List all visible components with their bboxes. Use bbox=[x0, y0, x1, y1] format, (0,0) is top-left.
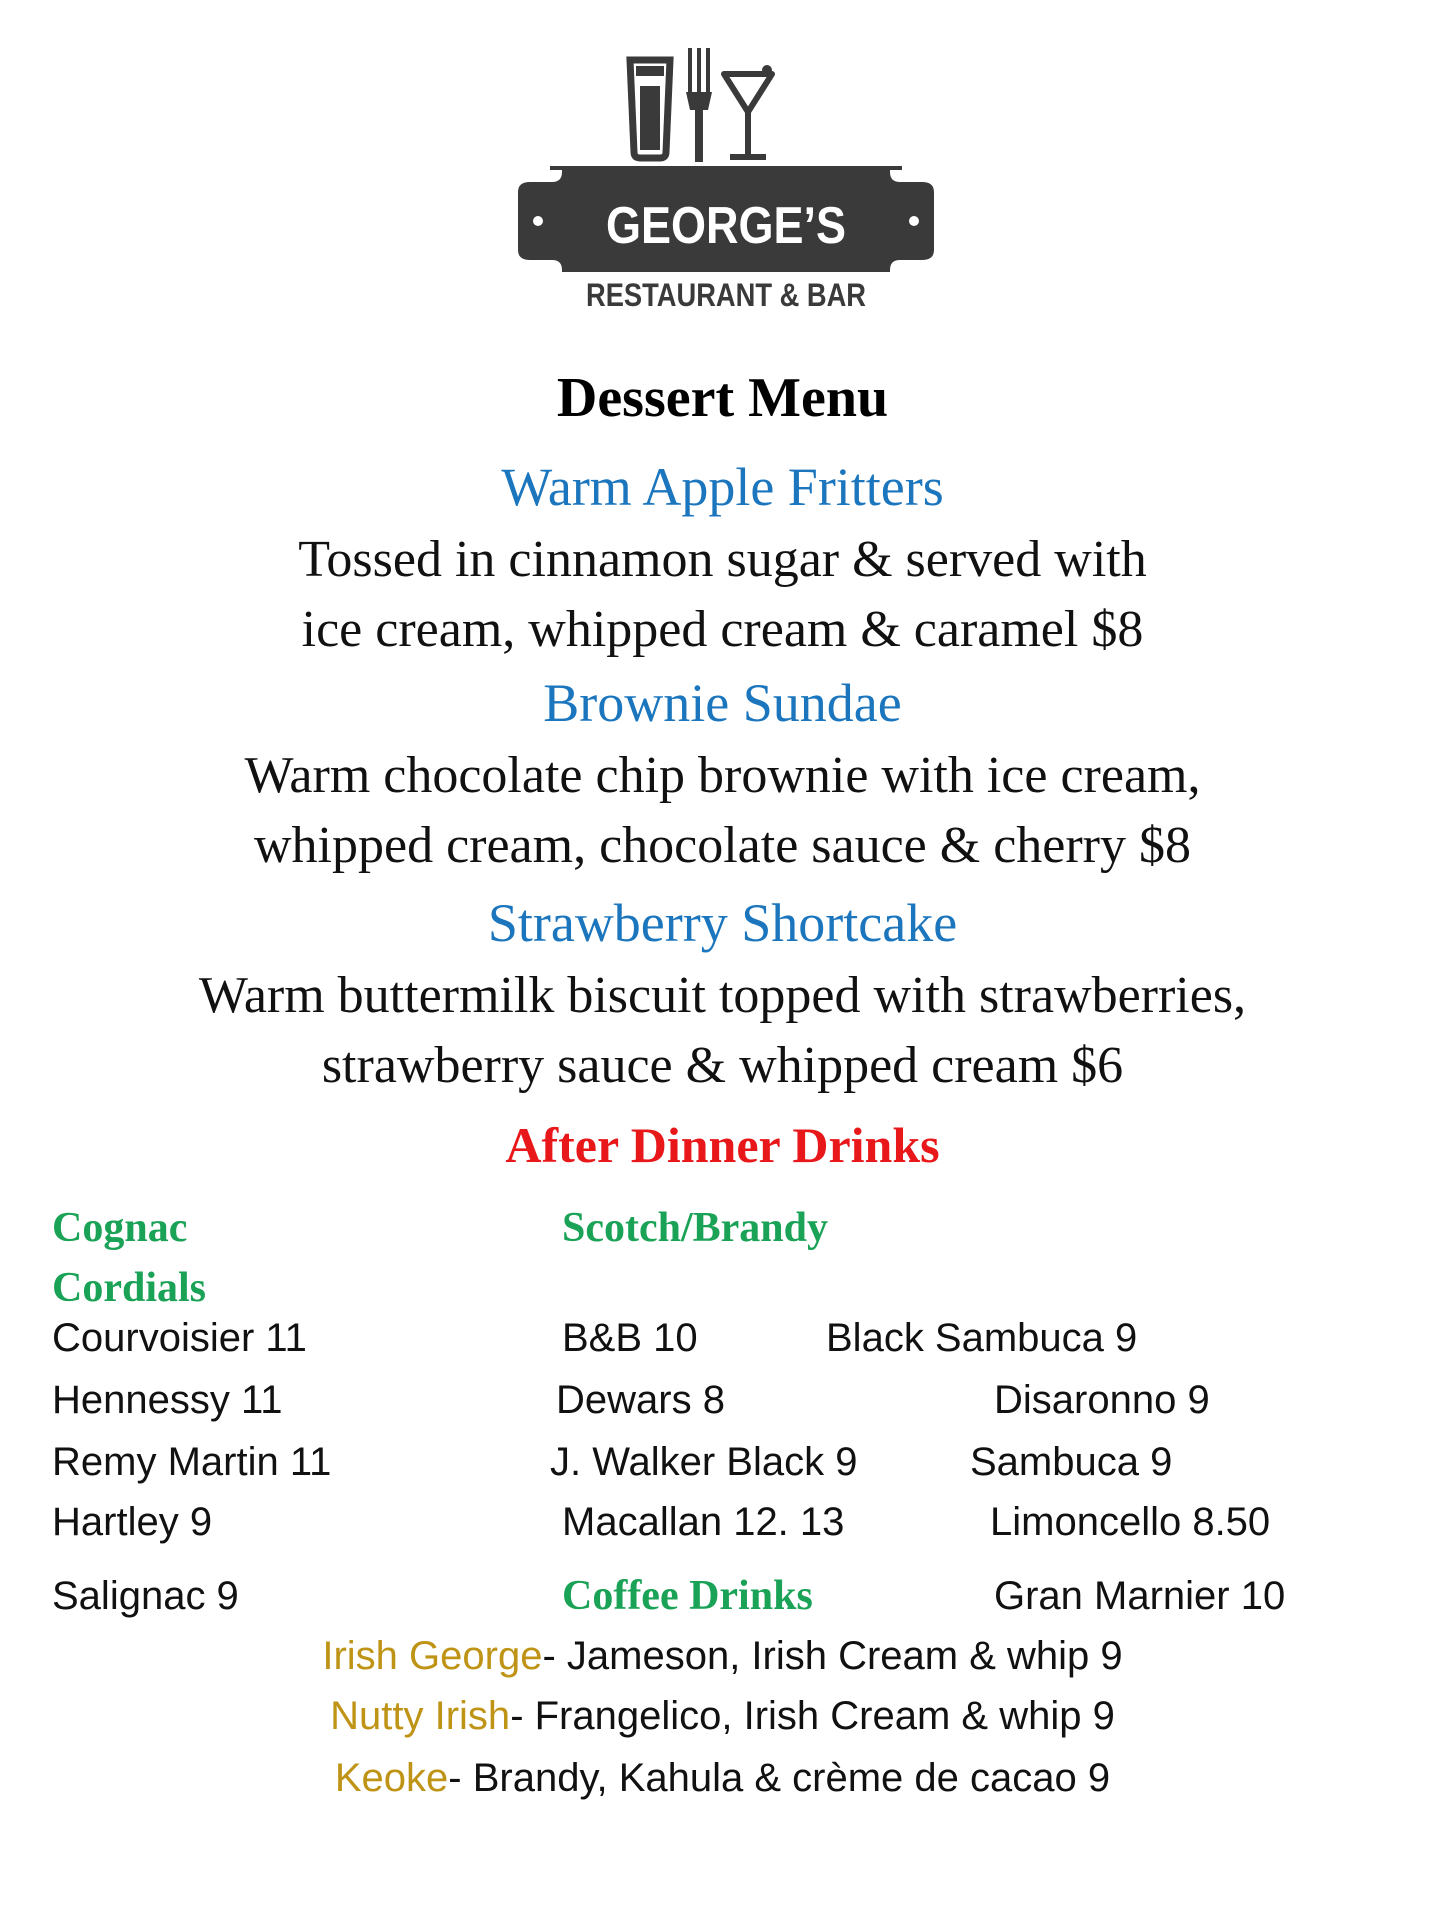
category-scotch-brandy: Scotch/Brandy bbox=[562, 1205, 829, 1251]
dessert-name: Brownie Sundae bbox=[543, 673, 902, 733]
dessert-description: strawberry sauce & whipped cream $6 bbox=[321, 1037, 1124, 1094]
category-cognac: Cognac bbox=[52, 1205, 188, 1251]
dessert-description: whipped cream, chocolate sauce & cherry $8 bbox=[253, 817, 1191, 874]
drink-item: Hennessy 11 bbox=[52, 1378, 283, 1422]
coffee-drink-name: Keoke bbox=[334, 1756, 449, 1800]
drink-item: Disaronno 9 bbox=[994, 1378, 1210, 1422]
fork-icon bbox=[686, 48, 712, 162]
dessert-description: Warm buttermilk biscuit topped with strawberries, bbox=[198, 967, 1247, 1024]
category-coffee-drinks: Coffee Drinks bbox=[562, 1573, 813, 1619]
coffee-drink-item bbox=[0, 1694, 1445, 1739]
drinks-section-title: After Dinner Drinks bbox=[505, 1117, 940, 1173]
drink-item: Limoncello 8.50 bbox=[990, 1500, 1271, 1544]
drink-item: B&B 10 bbox=[562, 1316, 698, 1360]
coffee-drink-description: - Frangelico, Irish Cream & whip 9 bbox=[510, 1694, 1115, 1738]
drink-item: J. Walker Black 9 bbox=[550, 1440, 858, 1484]
logo-name: GEORGE’S bbox=[606, 197, 846, 255]
page-title: Dessert Menu bbox=[556, 367, 889, 429]
drink-item: Hartley 9 bbox=[52, 1500, 213, 1544]
restaurant-logo bbox=[490, 40, 970, 330]
coffee-drink-description: - Brandy, Kahula & crème de cacao 9 bbox=[448, 1756, 1111, 1800]
dessert-name: Strawberry Shortcake bbox=[487, 893, 958, 953]
drink-item: Remy Martin 11 bbox=[52, 1440, 332, 1484]
coffee-drink-description: - Jameson, Irish Cream & whip 9 bbox=[542, 1634, 1123, 1678]
martini-glass-icon bbox=[724, 65, 772, 160]
drink-item: Black Sambuca 9 bbox=[826, 1316, 1138, 1360]
dessert-description: ice cream, whipped cream & caramel $8 bbox=[301, 601, 1144, 658]
coffee-drink-name: Nutty Irish bbox=[330, 1694, 511, 1738]
drink-item: Macallan 12. 13 bbox=[562, 1500, 845, 1544]
drink-item: Sambuca 9 bbox=[970, 1440, 1173, 1484]
drink-item: Courvoisier 11 bbox=[52, 1316, 307, 1360]
dessert-name: Warm Apple Fritters bbox=[501, 457, 944, 517]
coffee-drink-name: Irish George bbox=[322, 1634, 543, 1678]
category-cordials: Cordials bbox=[52, 1265, 207, 1311]
logo-subtitle: RESTAURANT & BAR bbox=[586, 277, 866, 313]
beer-glass-icon bbox=[630, 60, 670, 158]
dessert-description: Warm chocolate chip brownie with ice cream, bbox=[244, 747, 1201, 804]
coffee-drink-item bbox=[0, 1634, 1445, 1679]
drink-item: Dewars 8 bbox=[556, 1378, 725, 1422]
dessert-description: Tossed in cinnamon sugar & served with bbox=[298, 531, 1147, 588]
coffee-drink-item bbox=[0, 1756, 1445, 1801]
drink-item: Gran Marnier 10 bbox=[994, 1574, 1286, 1618]
drink-item: Salignac 9 bbox=[52, 1574, 239, 1618]
